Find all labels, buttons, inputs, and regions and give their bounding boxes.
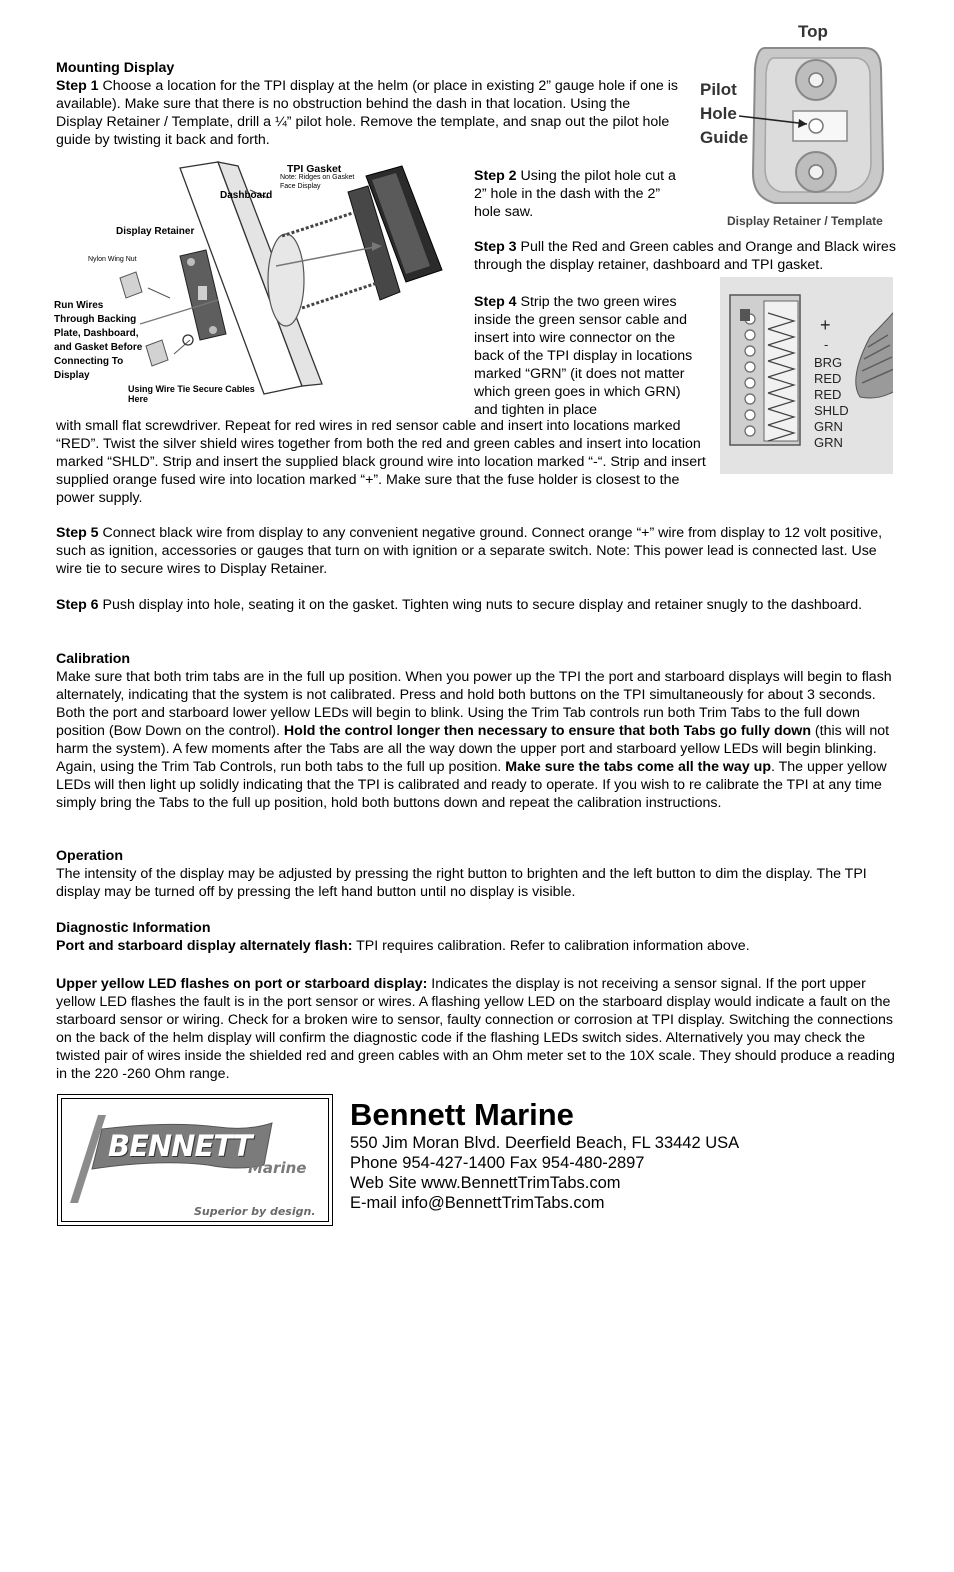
- tpi-gasket-label: TPI Gasket: [287, 163, 342, 175]
- connector-label-red2: RED: [814, 387, 842, 402]
- company-website[interactable]: Web Site www.BennettTrimTabs.com: [350, 1174, 621, 1192]
- connector-figure: [720, 277, 893, 474]
- company-email[interactable]: E-mail info@BennettTrimTabs.com: [350, 1194, 605, 1212]
- step2-block: [474, 167, 682, 221]
- step6-label: Step 6: [56, 597, 99, 613]
- bennett-logo: [57, 1094, 333, 1226]
- template-figure: [695, 18, 895, 233]
- diagnostic-item1-text: TPI requires calibration. Refer to calibration information above.: [352, 938, 750, 954]
- template-caption: Display Retainer / Template: [727, 214, 883, 228]
- calibration-bold-b: Make sure the tabs come all the way up: [505, 759, 771, 775]
- step1-label: Step 1: [56, 78, 99, 94]
- calibration-heading: Calibration: [56, 651, 131, 667]
- step5-text: Connect black wire from display to any convenient negative ground. Connect orange “+” wire from display to 12 volt positive, such as ignition, accessories or gauges that turn on with ignition or a separate switch. Note: This power lead is connected last. Use wire tie to secure wires to Display Retainer.: [56, 525, 883, 577]
- diagnostic-item2-bold: Upper yellow LED flashes on port or starboard display:: [56, 976, 428, 992]
- connector-label-brg: BRG: [814, 355, 843, 370]
- company-info: [350, 1097, 910, 1213]
- logo-marine: Marine: [248, 1159, 307, 1177]
- step3-text: Pull the Red and Green cables and Orange and Black wires through the display retainer, dashboard and TPI gasket.: [474, 239, 896, 273]
- template-pilot-label: Pilot: [700, 80, 737, 99]
- run-wires-line1: Run Wires: [54, 300, 104, 311]
- diagnostic-section: [56, 919, 906, 955]
- gasket-note-line2: Face Display: [280, 183, 321, 190]
- company-address: 550 Jim Moran Blvd. Deerfield Beach, FL 33442 USA: [350, 1134, 740, 1152]
- mounting-heading: Mounting Display: [56, 60, 175, 76]
- calibration-text-a: Make sure that both trim tabs are in the full up position. When you power up the TPI the port and starboard displays will begin to flash alternately, indicating that the system is not calibrated. Press and hold both buttons on the TPI simultaneously for about 3 seconds. Both the port and starboard lower yellow LEDs will begin to blink. Using the Trim Tab controls run both Trim Tabs to the full down position (Bow Down on the control).: [56, 669, 892, 739]
- wire-tie-note: [128, 384, 255, 404]
- step5-label: Step 5: [56, 525, 99, 541]
- logo-wordmark: BENNETT: [108, 1129, 252, 1163]
- gasket-note-line1: Note: Ridges on Gasket: [280, 174, 355, 181]
- run-wires-line4: and Gasket Before: [54, 342, 143, 353]
- display-retainer-label: Display Retainer: [116, 226, 195, 237]
- step2-text: Using the pilot hole cut a 2” hole in the dash with the 2” hole saw.: [474, 168, 676, 220]
- template-top-label: Top: [798, 22, 828, 41]
- calibration-section: [56, 650, 906, 812]
- template-hole-label: Hole: [700, 104, 737, 123]
- dashboard-label: Dashboard: [220, 190, 273, 201]
- calibration-text-c: . The upper yellow LEDs will then light up solidly indicating that the TPI is calibrated and ready to operate. If you wish to re calibrate the TPI at any time simply bring the Tabs to the full up position, hold both buttons down and repeat the calibration instructions.: [56, 759, 887, 811]
- calibration-text-b: (this will not harm the system). A few moments after the Tabs are all the way down the upper port and starboard yellow LEDs will begin blinking. Again, using the Trim Tab Controls, run both tabs to the full up position.: [56, 723, 890, 775]
- step6-text: Push display into hole, seating it on the gasket. Tighten wing nuts to secure display and retainer snugly to the dashboard.: [98, 597, 863, 613]
- connector-label-minus: -: [824, 337, 829, 352]
- run-wires-note: [54, 299, 142, 383]
- step1-text: Choose a location for the TPI display at the helm (or place in existing 2” gauge hole if one is available). Make sure that there is no obstruction behind the dash in that location. Using the Display Retainer / Template, drill a ¼” pilot hole. Remove the template, and snap out the pilot hole guide by twisting it back and forth.: [56, 78, 678, 148]
- step2-label: Step 2: [474, 168, 517, 184]
- diagnostic-heading: Diagnostic Information: [56, 920, 211, 936]
- step4-text-a: Strip the two green wires inside the green sensor cable and insert into wire connector on the back of the TPI display in locations marked “GRN” (it does not matter which green goes in which GRN) and tighten in place: [474, 294, 693, 418]
- step3-label: Step 3: [474, 239, 517, 255]
- template-guide-label: Guide: [700, 128, 749, 147]
- step4-text-b: with small flat screwdriver. Repeat for red wires in red sensor cable and insert into locations marked “RED”. Twist the silver shield wires together from both the red and green cables and insert into location marked “SHLD”. Strip and insert the supplied black ground wire into location marked “-“. Strip and insert supplied orange fused wire into location marked “+”. Make sure that the fuse holder is closest to the power supply.: [56, 418, 706, 506]
- connector-label-red1: RED: [814, 371, 842, 386]
- diagnostic-item2: [56, 975, 906, 1083]
- company-name: Bennett Marine: [350, 1097, 574, 1132]
- step4-block-b: [56, 417, 706, 507]
- step1-block: [56, 59, 680, 149]
- retainer-template-illustration: [695, 18, 895, 233]
- connector-label-grn1: GRN: [814, 419, 843, 434]
- connector-label-shld: SHLD: [814, 403, 849, 418]
- diagnostic-item2-text: Indicates the display is not receiving a sensor signal. If the port upper yellow LED flashes the fault is in the port sensor or wires. A flashing yellow LED on the starboard display would indicate a fault on the starboard sensor or wiring. Check for a broken wire to sensor, faulty connection or corrosion at TPI display. Switching the connections on the back of the helm display will confirm the diagnostic code if the flashing LEDs switch sides. Alternatively you may check the twisted pair of wires inside the shielded red and green cables with an Ohm meter set to the 10X scale. They should produce a reading in the 220 -260 Ohm range.: [56, 976, 895, 1082]
- operation-section: [56, 847, 906, 901]
- step5-block: [56, 524, 906, 578]
- calibration-bold-a: Hold the control longer then necessary to ensure that both Tabs go fully down: [283, 723, 811, 739]
- run-wires-line5: Connecting To: [54, 356, 124, 367]
- company-phone: Phone 954-427-1400 Fax 954-480-2897: [350, 1154, 645, 1172]
- wire-connector-illustration: [720, 277, 893, 474]
- assembly-figure: [50, 158, 468, 410]
- step4-block-a: [474, 293, 706, 419]
- wire-tie-line1: Using Wire Tie Secure Cables: [128, 384, 255, 394]
- logo-tagline: Superior by design.: [194, 1205, 316, 1218]
- run-wires-line2: Through Backing: [54, 314, 137, 325]
- nylon-wing-nut-label: Nylon Wing Nut: [88, 256, 137, 263]
- run-wires-line3: Plate, Dashboard,: [54, 328, 139, 339]
- step3-block: [474, 238, 904, 274]
- step4-label: Step 4: [474, 294, 517, 310]
- connector-label-plus: +: [820, 315, 831, 335]
- diagnostic-item1-bold: Port and starboard display alternately flash:: [56, 938, 353, 954]
- wire-tie-line2: Here: [128, 394, 149, 404]
- operation-text: The intensity of the display may be adjusted by pressing the right button to brighten and the left button to dim the display. The TPI display may be turned off by pressing the left hand button until no display is visible.: [56, 866, 867, 900]
- connector-label-grn2: GRN: [814, 435, 843, 450]
- run-wires-line6: Display: [54, 370, 90, 381]
- operation-heading: Operation: [56, 848, 124, 864]
- step6-block: [56, 596, 906, 614]
